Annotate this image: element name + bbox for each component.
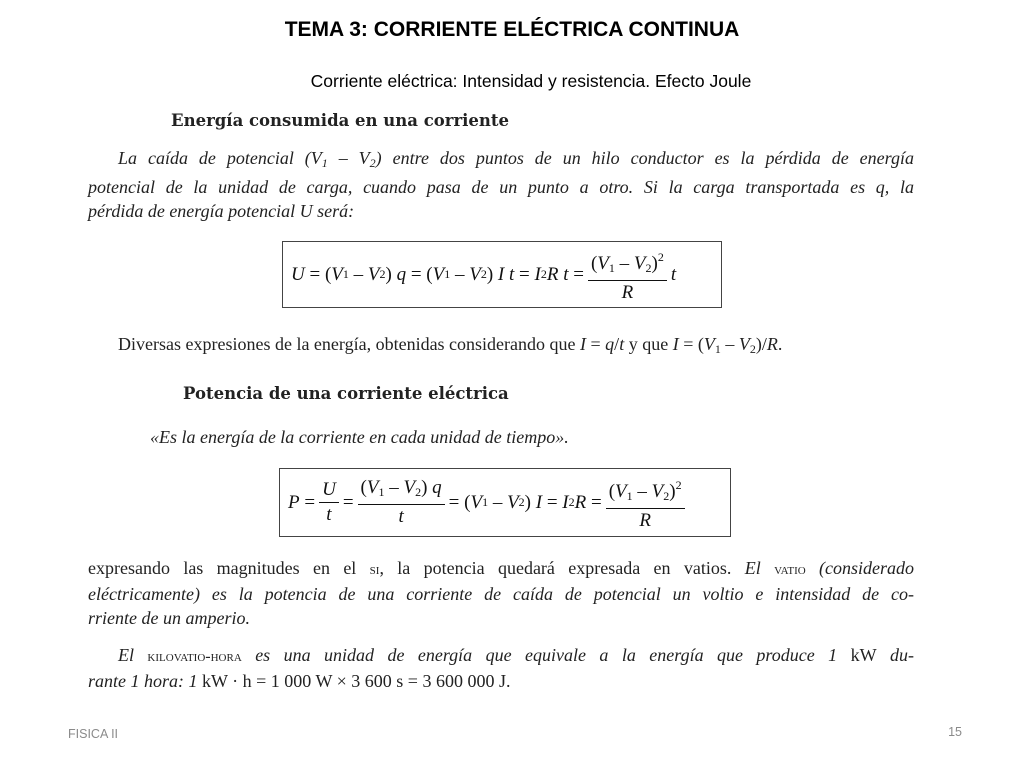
power-formula-box [279,468,731,537]
energy-intro-line-3: pérdida de energía potencial U será: [88,201,355,221]
section-heading-power: Potencia de una corriente eléctrica [183,384,509,403]
kwh-line-2: rante 1 hora: 1 kW · h = 1 000 W × 3 600 s = 3 600 000 J. [88,671,511,691]
power-definition: «Es la energía de la corriente en cada unidad de tiempo». [150,427,569,447]
power-fraction-u-t: $\frac{U}{t}$ [319,479,339,526]
section-heading-energy: Energía consumida en una corriente [171,111,510,130]
slide-title: TEMA 3: CORRIENTE ELÉCTRICA CONTINUA [284,18,740,41]
power-units-line-3: rriente de un amperio. [88,608,250,628]
footer-course-name: FISICA II [68,727,119,741]
power-fraction-vq-t: $\frac{(V_1 - V_2) q}{t}$ [358,477,445,528]
energy-intro-line-2: potencial de la unidad de carga, cuando pasa de un punto a otro. Si la carga transportada es q, la [88,177,914,197]
energy-intro-paragraph [88,146,914,223]
page-number: 15 [948,725,962,739]
kwh-line-1: El kilovatio-hora es una unidad de energía que equivale a la energía que produce 1 kW du- [118,645,914,665]
energy-formula: U = ( V 1 – V 2 ) q = ( V 1 – V 2 ) I t = I 2 R t = $\frac{(V_1 - V_2)^2}{R}$ t [283,242,721,307]
kwh-paragraph [88,643,914,693]
energy-fraction: $\frac{(V_1 - V_2)^2}{R}$ [588,246,667,304]
energy-expressions-note: Diversas expresiones de la energía, obtenidas considerando que I = q/t y que $I = (V_1 - V_2)/R$. [118,334,783,356]
power-units-paragraph [88,556,914,630]
power-units-line-1: expresando las magnitudes en el si, la potencia quedará expresada en vatios. El vatio (considerado [88,558,915,578]
energy-formula-box [282,241,722,308]
power-units-line-2: eléctricamente) es la potencia de una corriente de caída de potencial un voltio e intensidad de co- [88,584,914,604]
energy-intro-line-1: La caída de potencial $(V_1 - V_2)$ entre dos puntos de un hilo conductor es la pérdida de energía [118,148,914,170]
power-fraction-v2-r: $\frac{(V_1 - V_2)^2}{R}$ [606,474,685,532]
power-formula: P = $\frac{U}{t}$ = $\frac{(V_1 - V_2) q}{t}$ = ( V 1 – V 2 ) I = I 2 R = $\frac{(V_1 - V_2)^2}{R}$ [280,469,730,536]
slide-subtitle: Corriente eléctrica: Intensidad y resistencia. Efecto Joule [310,71,752,91]
